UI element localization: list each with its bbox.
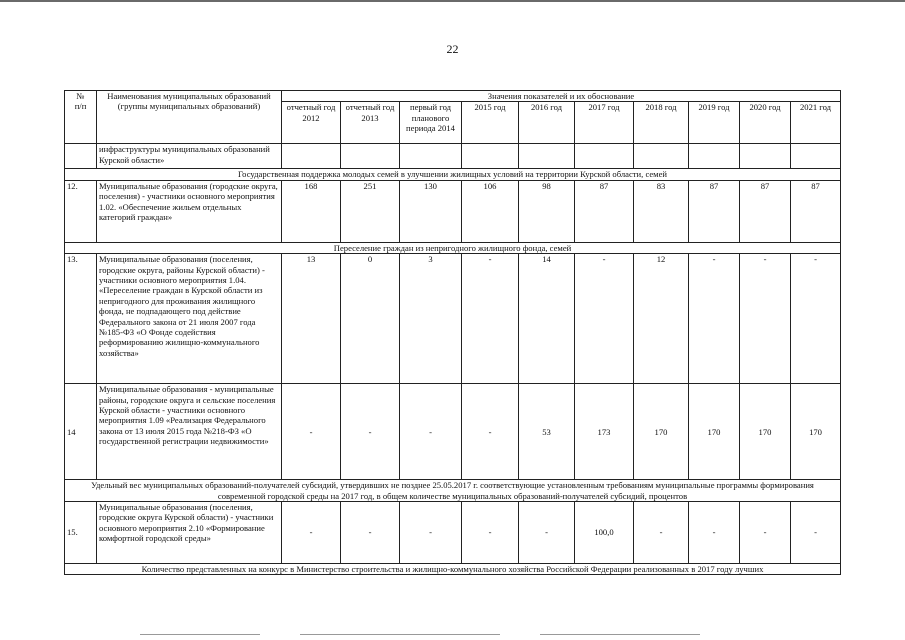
cell-value: - [462,502,519,564]
cell-value: 87 [740,180,791,242]
header-year: 2018 год [634,102,689,144]
cell-value: - [791,254,841,384]
cell-value: 14 [519,254,575,384]
section-row [65,169,841,180]
table-row [65,384,841,480]
cell-value: 87 [575,180,634,242]
cell-name: Муниципальные образования (поселения, городские округа Курской области) - участники основного мероприятия 2.10 «Формирование комфортной городской среды» [97,502,282,564]
cell-value: - [740,502,791,564]
header-year: 2017 год [575,102,634,144]
cell-value [400,144,462,169]
table-row [65,180,841,242]
cell-value: - [462,254,519,384]
cell-value: 12 [634,254,689,384]
indicators-table [64,90,841,575]
header-year: 2019 год [689,102,740,144]
cell-value: 13 [282,254,341,384]
cell-value [341,144,400,169]
cell-name: Муниципальные образования (городские округа, поселения) - участники основного мероприятия 1.02. «Обеспечение жильем отдельных категорий граждан» [97,180,282,242]
header-values-group: Значения показателей и их обоснование [282,91,841,102]
cell-value: 170 [740,384,791,480]
cell-value [689,144,740,169]
table-row [65,502,841,564]
header-year: отчетный год 2012 [282,102,341,144]
cell-value: - [689,502,740,564]
header-num: № п/п [65,91,97,144]
cell-value: 170 [634,384,689,480]
header-year: 2015 год [462,102,519,144]
cell-num [65,144,97,169]
cell-value: - [634,502,689,564]
cell-value: - [282,384,341,480]
cell-value: - [791,502,841,564]
cell-value: 251 [341,180,400,242]
cell-value [282,144,341,169]
header-year: 2021 год [791,102,841,144]
cell-value: - [400,502,462,564]
cell-value: 3 [400,254,462,384]
cell-value: 173 [575,384,634,480]
header-year: отчетный год 2013 [341,102,400,144]
cell-num: 15. [65,502,97,564]
cell-value [519,144,575,169]
cell-value: 106 [462,180,519,242]
section-title: Переселение граждан из непригодного жилищного фонда, семей [65,242,841,253]
cell-value: 98 [519,180,575,242]
cell-value: 0 [341,254,400,384]
cell-value: - [575,254,634,384]
section-row [65,480,841,502]
cell-name: Муниципальные образования (поселения, городские округа, районы Курской области) - участники основного мероприятия 1.04. «Переселение граждан в Курской области из непригодного для проживания жилищного фонда, не подпадающего под действие Федерального закона от 21 июля 2007 года №185-ФЗ «О Фонде содействия реформированию жилищно-коммунального хозяйства» [97,254,282,384]
cell-value: 87 [791,180,841,242]
cell-value [462,144,519,169]
continuation-row [65,144,841,169]
header-name: Наименования муниципальных образований (группы муниципальных образований) [97,91,282,144]
cell-value: 100,0 [575,502,634,564]
cell-value: - [282,502,341,564]
cell-value: - [400,384,462,480]
cell-value: 170 [689,384,740,480]
page-number: 22 [446,42,459,56]
cell-value: 53 [519,384,575,480]
scan-artifact-line [300,634,500,635]
section-title: Удельный вес муниципальных образований-получателей субсидий, утвердивших не позднее 25.05.2017 г. соответствующие установленным требованиям муниципальные программы формирования современной городской среды на 2017 год, в общем количестве муниципальных образований-получателей субсидий, процентов [65,480,841,502]
section-title: Количество представленных на конкурс в Министерство строительства и жилищно-коммунального хозяйства Российской Федерации реализованных в 2017 году лучших [65,564,841,575]
cell-value: 87 [689,180,740,242]
cell-name: Муниципальные образования - муниципальные районы, городские округа и сельские поселения Курской области - участники основного мероприятия 1.09 «Реализация Федерального закона от 13 июля 2015 года №218-ФЗ «О государственной регистрации недвижимости» [97,384,282,480]
cell-value: - [462,384,519,480]
cell-value: - [689,254,740,384]
cell-value: 130 [400,180,462,242]
cell-value: 170 [791,384,841,480]
cell-value: 83 [634,180,689,242]
cell-value [575,144,634,169]
cell-num: 13. [65,254,97,384]
cell-value [740,144,791,169]
page-top-edge [0,0,905,2]
scan-artifact-line [140,634,260,635]
cell-value: - [341,502,400,564]
cell-value: - [519,502,575,564]
section-row [65,242,841,253]
cell-num: 12. [65,180,97,242]
cell-value: - [740,254,791,384]
header-year: 2016 год [519,102,575,144]
cell-value: 168 [282,180,341,242]
header-year: первый год планового периода 2014 [400,102,462,144]
scan-artifact-line [540,634,700,635]
cell-value [791,144,841,169]
header-year: 2020 год [740,102,791,144]
cell-num: 14 [65,384,97,480]
cell-value: - [341,384,400,480]
table-row [65,254,841,384]
section-title: Государственная поддержка молодых семей в улучшении жилищных условий на территории Курской области, семей [65,169,841,180]
section-row [65,564,841,575]
cell-name: инфраструктуры муниципальных образований Курской области» [97,144,282,169]
header-row-1 [65,91,841,102]
cell-value [634,144,689,169]
